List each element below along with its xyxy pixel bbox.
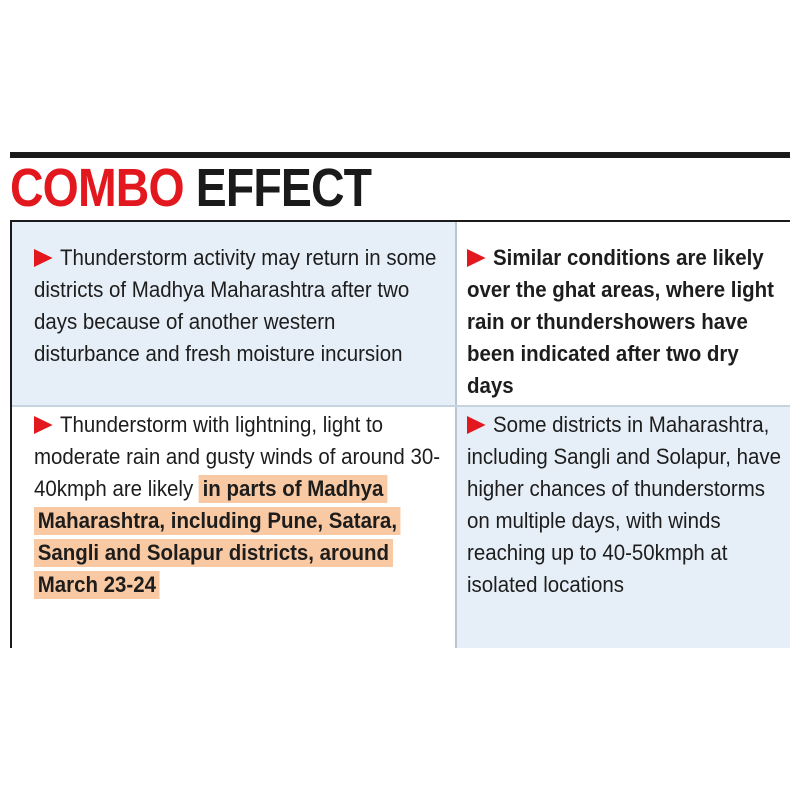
info-text-4: Some districts in Maharashtra, including Sangli and Solapur, have higher chances of thunderstorms on multiple days, with winds reaching up to 40-50kmph at isolated locations (467, 412, 781, 597)
arrow-right-icon (467, 249, 486, 267)
arrow-right-icon (34, 416, 53, 434)
info-cell-3 (12, 407, 455, 648)
title-part-combo: COMBO (10, 158, 184, 218)
arrow-right-icon (34, 249, 53, 267)
page-title (10, 158, 371, 218)
info-cell-4 (457, 407, 790, 648)
info-cell-1 (12, 222, 455, 405)
row-divider (12, 405, 790, 407)
info-text-3: Thunderstorm with lightning, light to moderate rain and gusty winds of around 30-40kmph are likely (34, 412, 441, 501)
title-part-effect: EFFECT (195, 158, 372, 218)
info-text-1: Thunderstorm activity may return in some districts of Madhya Maharashtra after two days because of another western disturbance and fresh moisture incursion (34, 245, 437, 366)
info-text-2: Similar conditions are likely over the ghat areas, where light rain or thundershowers have been indicated after two dry days (467, 245, 775, 398)
column-divider (455, 222, 457, 648)
info-highlight-3: in parts of Madhya Maharashtra, including Pune, Satara, Sangli and Solapur districts, around March 23-24 (34, 475, 401, 599)
info-grid (10, 220, 790, 648)
arrow-right-icon (467, 416, 486, 434)
info-cell-2 (457, 222, 790, 405)
